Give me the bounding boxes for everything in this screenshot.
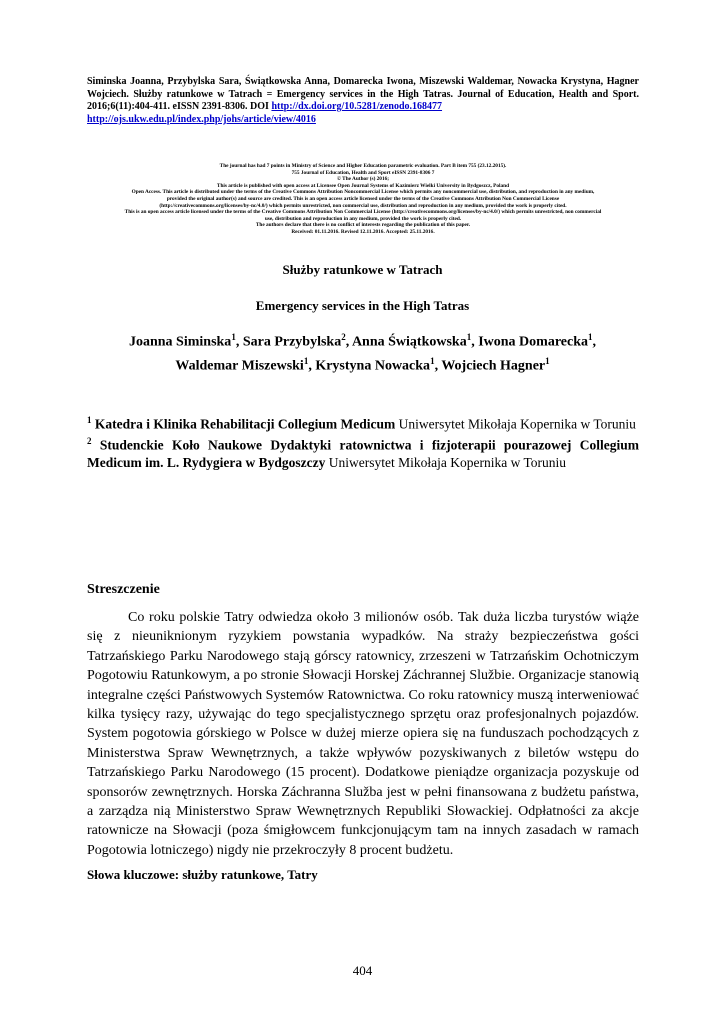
author-name: Krystyna Nowacka (315, 358, 431, 374)
affiliation-unit: Katedra i Klinika Rehabilitacji Collegium Medicum (94, 416, 396, 432)
article-url-link[interactable]: http://ojs.ukw.edu.pl/index.php/johs/article/view/4016 (87, 113, 316, 125)
title-english: Emergency services in the High Tatras (255, 298, 470, 313)
author-name: Waldemar Miszewski (175, 358, 304, 374)
author-affiliation-mark: 1 (545, 355, 550, 366)
license-block (83, 163, 643, 236)
author-name: Sara Przybylska (242, 334, 342, 350)
license-line: The journal has had 7 points in Ministry of Science and Higher Education parametric evaluation. Part B item 755 (23.12.2015). (219, 163, 507, 169)
affiliation-number: 2 (87, 436, 92, 446)
author-affiliation-mark: 1 (466, 332, 472, 342)
license-line: use, distribution and reproduction in any medium, provided the work is properly cited. (264, 215, 462, 222)
author-name: Iwona Domarecka (478, 334, 588, 350)
license-line: 755 Journal of Education, Health and Sport eISSN 2391-8306 7 (291, 169, 435, 176)
page-number: 404 (352, 963, 373, 978)
license-line: This article is published with open access at Licensee Open Journal Systems of Kazimierz Wielki University in Bydgoszcz, Poland (216, 182, 510, 189)
license-line: provided the original author(s) and source are credited. This is an open access article licensed under the terms of the Creative Commons Attribution Non Commercial License (166, 195, 560, 202)
author-affiliation-mark: 1 (231, 332, 236, 342)
affiliation-unit: Studenckie Koło Naukowe Dydaktyki ratownictwa i fizjoterapii pourazowej Collegium Medicum im. L. Rydygiera w Bydgoszczy (87, 437, 640, 470)
citation-text (87, 76, 639, 126)
license-line: (http://creativecommons.org/licenses/by-nc/4.0/) which permits unrestricted, non commercial use, distribution and reproduction in any medium, provided the work is properly cited. (159, 202, 567, 209)
author-name: Wojciech Hagner (441, 358, 546, 374)
license-line: The authors declare that there is no conflict of interests regarding the publication of this paper. (255, 222, 471, 229)
author-affiliation-mark: 1 (588, 332, 593, 342)
author-name: Anna Świątkowska (351, 334, 467, 350)
affiliation-university: Uniwersytet Mikołaja Kopernika w Toruniu (398, 416, 636, 432)
license-line: © The Author (s) 2016; (336, 176, 390, 183)
author-affiliation-mark: 1 (303, 355, 309, 366)
author-affiliation-mark: 1 (430, 355, 435, 366)
license-line: This is an open access article licensed under the terms of the Creative Commons Attribution Non Commercial License (http://creativecommons.org/licenses/by-nc/4.0/) which permits unrestricted, non commercial (124, 209, 602, 216)
license-line: Received: 01.11.2016. Revised 12.11.2016. Accepted: 25.11.2016. (291, 228, 435, 235)
affiliation-university: Uniwersytet Mikołaja Kopernika w Toruniu (328, 455, 567, 470)
citation-block (87, 76, 639, 126)
affiliation-2 (87, 433, 639, 472)
doi-link[interactable]: http://dx.doi.org/10.5281/zenodo.168477 (271, 101, 443, 112)
affiliations (87, 412, 639, 472)
author-affiliation-mark: 2 (341, 332, 346, 342)
author-name: Joanna Siminska (128, 334, 232, 350)
citation-body: Siminska Joanna, Przybylska Sara, Świątkowska Anna, Domarecka Iwona, Miszewski Waldemar, Nowacka Krystyna, Hagner Wojciech. Służby ratunkowe w Tatrach = Emergency services in the High Tatras. Journal of Education, Health and Sport. 2016;6(11):404-411. eISSN 2391-8306. DOI (87, 76, 639, 112)
keywords: Słowa kluczowe: służby ratunkowe, Tatry (87, 867, 318, 882)
title-polish: Służby ratunkowe w Tatrach (282, 262, 443, 277)
abstract-heading: Streszczenie (87, 582, 160, 597)
abstract-text: Co roku polskie Tatry odwiedza około 3 milionów osób. Tak duża liczba turystów wiąże się z nieuniknionym ryzykiem powstania wypadków. Na straży bezpieczeństwa gości Tatrzańskiego Parku Narodowego stają górscy ratownicy, zrzeszeni w Tatrzańskim Ochotniczym Pogotowiu Ratunkowym, a po stronie Słowacji Horskej Záchrannej Službie. Organizacje stanowią integralne części Państwowych Systemów Ratownictwa. Co roku ratownicy muszą interweniować kilka tysięcy razy, używając do tego specjalistycznego sprzętu oraz profesjonalnych pojazdów. System pogotowia górskiego w Polsce w dużej mierze opiera się na funduszach pochodzących z Ministerstwa Spraw Wewnętrznych, a także wpływów pozyskiwanych z biletów wstępu do Tatrzańskiego Parku Narodowego (15 procent). Dodatkowe pieniądze organizacja pozyskuje od sponsorów zewnętrznych. Horska Záchranna Služba jest w pełni finansowana z budżetu państwa, a zarządza nią Ministerstwo Spraw Wewnętrznych Republiki Słowackiej. Odpłatności za akcje ratownicze na Słowacji (poza śmigłowcem funkcjonującym tam na innych zasadach w ramach Pogotowia lotniczego) nigdy nie przekroczyły 8 procent budżetu. (87, 610, 639, 858)
author-list: Joanna Siminska$^1$, Sara Przybylska$^2$, Anna Świątkowska$^1$, Iwona Domarecka$^1$, Waldemar Miszewski$^1$, Krystyna Nowacka$^1$, Wojciech Hagner$^1$ (128, 332, 596, 374)
license-line: Open Access. This article is distributed under the terms of the Creative Commons Attribution Noncommercial License which permits any noncommercial use, distribution, and reproduction in any medium, (131, 189, 595, 196)
affiliation-number: 1 (87, 415, 92, 425)
affiliation-1 (87, 412, 639, 433)
